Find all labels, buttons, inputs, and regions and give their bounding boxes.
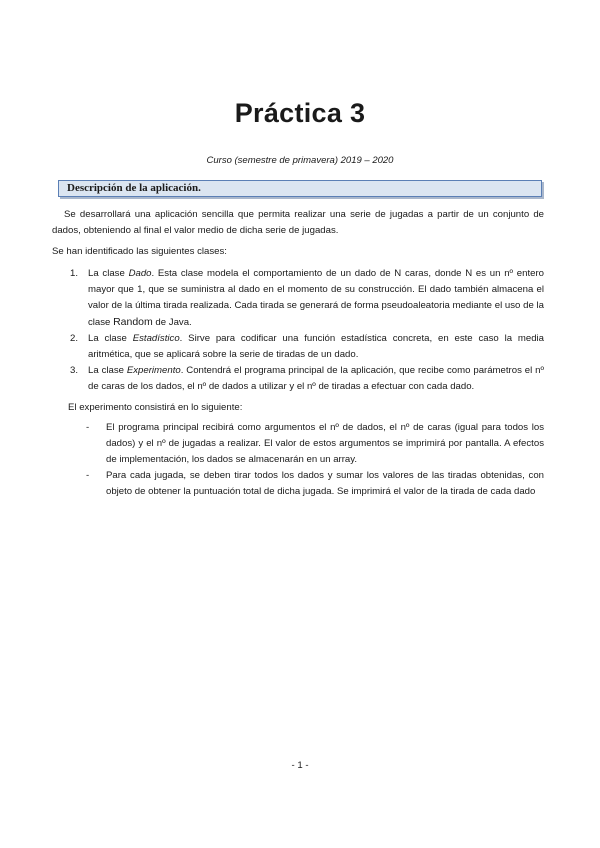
list-number: 1. bbox=[70, 268, 79, 279]
course-subtitle: Curso (semestre de primavera) 2019 – 2020 bbox=[206, 155, 394, 166]
section-heading-box bbox=[58, 180, 542, 197]
intro-paragraph: Se desarrollará una aplicación sencilla que permita realizar una serie de jugadas a partir de un conjunto de dados, obteniendo al final el valor medio de dicha serie de jugadas. bbox=[52, 209, 544, 236]
class-item-dado bbox=[70, 266, 544, 331]
page-number: - 1 - bbox=[291, 760, 309, 771]
experiment-step bbox=[86, 468, 544, 500]
classes-intro: Se han identificado las siguientes clases: bbox=[52, 246, 227, 257]
class-item-experimento bbox=[70, 363, 544, 395]
classes-list bbox=[70, 266, 544, 395]
experiment-steps-list bbox=[86, 420, 544, 500]
class-description: . Sirve para codificar una función estadística concreta, en este caso la media aritmética, que se aplicará sobre la serie de tiradas de un dado. bbox=[88, 333, 544, 360]
class-prefix: La clase bbox=[88, 365, 127, 376]
list-number: 2. bbox=[70, 333, 79, 344]
step-text: El programa principal recibirá como argumentos el nº de dados, el nº de caras (igual para todos los dados) y el nº de jugadas a realizar. El valor de estos argumentos se imprimirá por pantalla. A efectos de implementación, los dados se almacenarán en un array. bbox=[106, 422, 544, 465]
list-bullet: - bbox=[86, 422, 90, 433]
experiment-intro: El experimento consistirá en lo siguiente: bbox=[68, 402, 243, 413]
experiment-step bbox=[86, 420, 544, 468]
page-title: Práctica 3 bbox=[234, 98, 366, 128]
section-heading: Descripción de la aplicación. bbox=[67, 182, 201, 194]
class-name: Experimento bbox=[126, 365, 181, 376]
class-description: . Contendrá el programa principal de la aplicación, que recibe como parámetros el nº de caras de los dados, el nº de dados a utilizar y el nº de tiradas a efectuar con cada dado. bbox=[88, 365, 544, 392]
list-number: 3. bbox=[70, 365, 79, 376]
class-name: Estadístico bbox=[132, 333, 180, 344]
class-suffix: de Java. bbox=[152, 317, 192, 328]
class-prefix: La clase bbox=[88, 333, 133, 344]
class-code: Random bbox=[113, 316, 153, 328]
class-item-estadistico bbox=[70, 331, 544, 363]
class-name: Dado bbox=[128, 268, 152, 279]
step-text: Para cada jugada, se deben tirar todos los dados y sumar los valores de las tiradas obtenidas, con objeto de obtener la puntuación total de dicha jugada. Se imprimirá el valor de la tirada de cada dado bbox=[106, 470, 544, 497]
list-bullet: - bbox=[86, 470, 90, 481]
class-description: . Esta clase modela el comportamiento de un dado de N caras, donde N es un nº entero mayor que 1, que se suministra al dado en el momento de su construcción. El dado también almacena el valor de la última tirada realizada. Cada tirada se generará de forma pseudoaleatoria mediante el uso de la clase bbox=[88, 268, 544, 328]
class-prefix: La clase bbox=[88, 268, 129, 279]
